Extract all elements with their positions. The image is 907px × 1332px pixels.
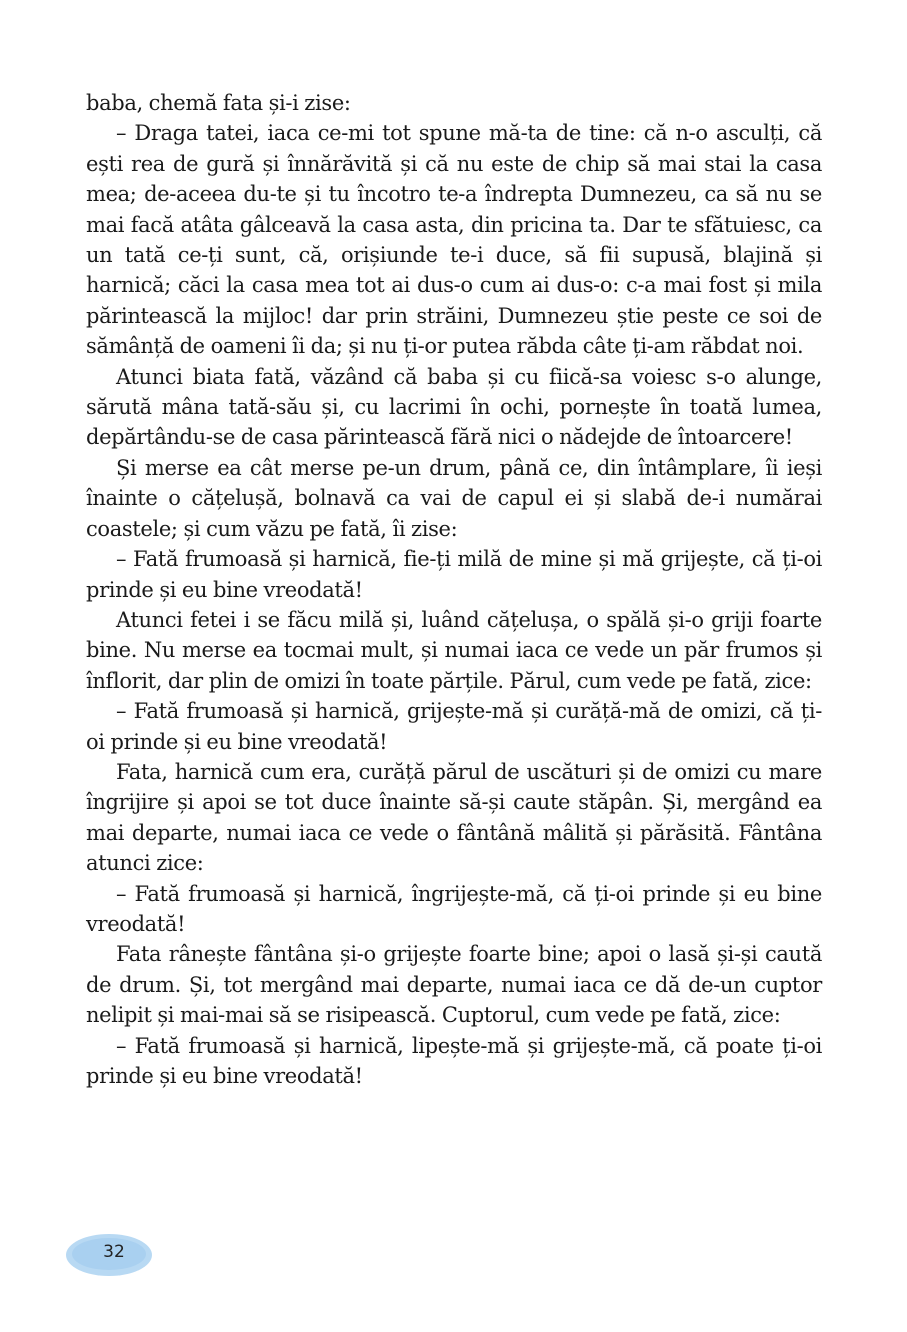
paragraph: Atunci biata fată, văzând că baba și cu fiică-sa voiesc s-o alunge, sărută mâna tată-său și, cu lacrimi în ochi, pornește în toată lumea, depărtându-se de casa părintească fără nici o nădejde de întoarcere! [86,364,822,450]
paragraph: – Fată frumoasă și harnică, lipește-mă și grijește-mă, că poate ți-oi prinde și eu bine vreodată! [86,1033,822,1088]
paragraph: baba, chemă fata și-i zise: [86,91,351,115]
paragraph: – Fată frumoasă și harnică, fie-ți milă de mine și mă grijește, că ți-oi prinde și eu bine vreodată! [86,547,822,602]
paragraph: – Fată frumoasă și harnică, îngrijește-mă, că ți-oi prinde și eu bine vreodată! [86,881,822,936]
paragraph: Atunci fetei i se făcu milă și, luând cățelușa, o spălă și-o griji foarte bine. Nu merse ea tocmai mult, și numai iaca ce vede un păr frumos și înflorit, dar plin de omizi în toate părțile. Părul, cum vede pe fată, zice: [86,607,822,693]
paragraph: Fata, harnică cum era, curăță părul de uscături și de omizi cu mare îngrijire și apoi se tot duce înainte să-și caute stăpân. Și, mergând ea mai departe, numai iaca ce vede o fântână mâlită și părăsită. Fântâna atunci zice: [86,759,822,876]
page-body [86,88,822,1091]
paragraph: – Draga tatei, iaca ce-mi tot spune mă-ta de tine: că n-o asculți, că ești rea de gură și înnărăvită și că nu este de chip să mai stai la casa mea; de-aceea du-te și tu încotro te-a îndrepta Dumnezeu, ca să nu se mai facă atâta gâlceavă la casa asta, din pricina ta. Dar te sfătuiesc, ca un tată ce-ți sunt, că, orișiunde te-i duce, să fii supusă, blajină și harnică; căci la casa mea tot ai dus-o cum ai dus-o: c-a mai fost și mila părintească la mijloc! dar prin străini, Dumnezeu știe peste ce soi de sămânță de oameni îi da; și nu ți-or putea răbda câte ți-am răbdat noi. [86,121,822,359]
paragraph: – Fată frumoasă și harnică, grijește-mă și curăță-mă de omizi, că ți-oi prinde și eu bine vreodată! [86,699,822,754]
page-number-badge [66,1234,152,1276]
page-number: 32 [103,1242,125,1262]
paragraph: Și merse ea cât merse pe-un drum, până ce, din întâmplare, îi ieși înainte o cățelușă, bolnavă ca vai de capul ei și slabă de-i numărai coastele; și cum văzu pe fată, îi zise: [86,455,822,541]
paragraph: Fata rânește fântâna și-o grijește foarte bine; apoi o lasă și-și caută de drum. Și, tot mergând mai departe, numai iaca ce dă de-un cuptor nelipit și mai-mai să se risipească. Cuptorul, cum vede pe fată, zice: [86,942,822,1028]
